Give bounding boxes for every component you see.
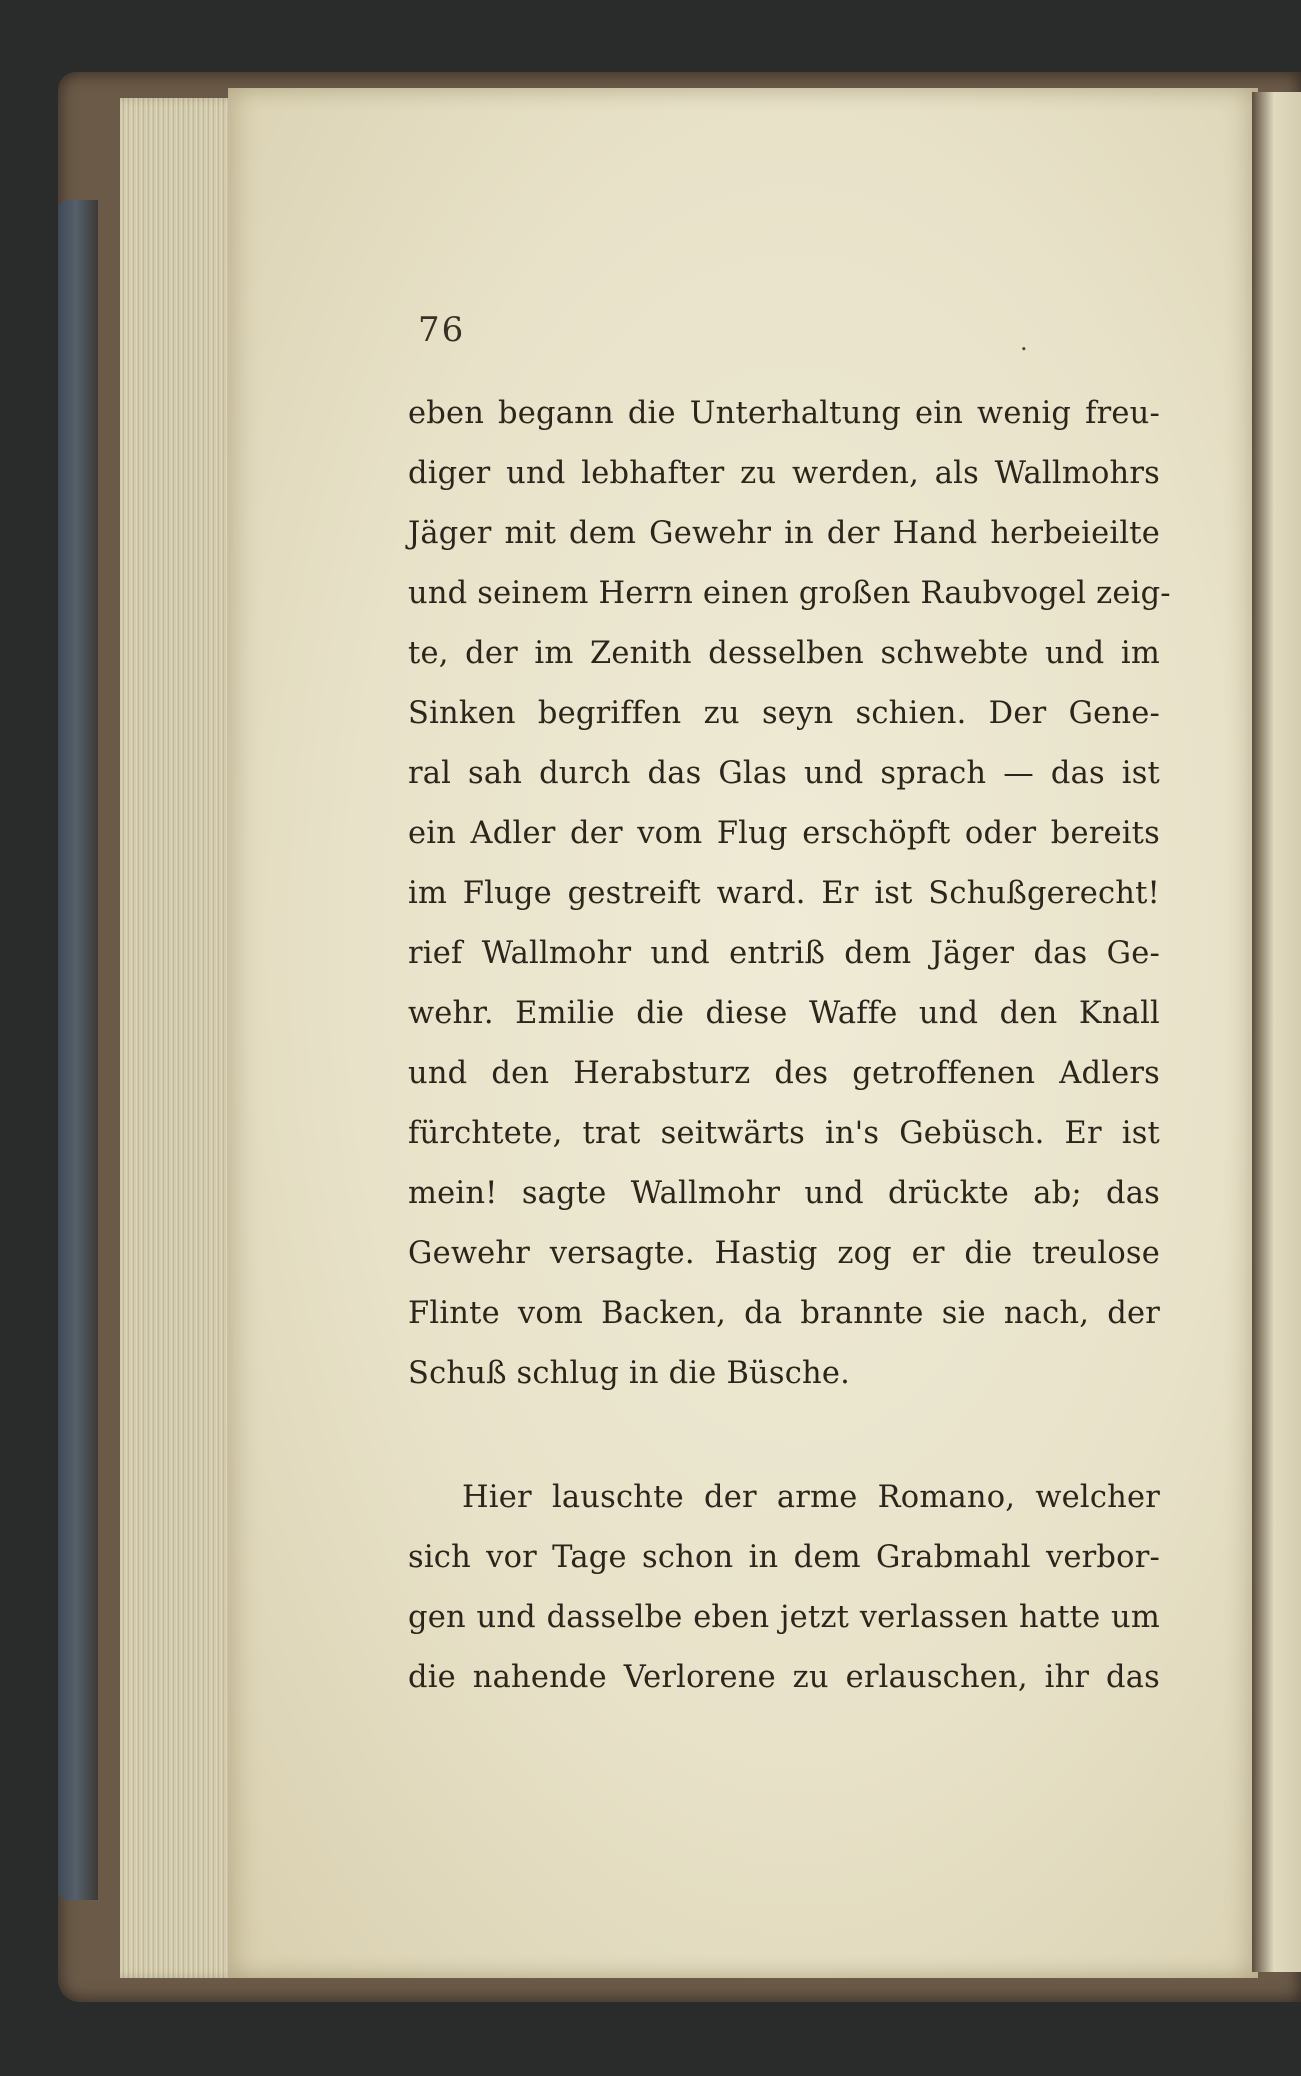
text-line: fürchtete, trat seitwärts in's Gebüsch. Er ist <box>408 1116 1160 1151</box>
next-page-gutter <box>1252 92 1301 1972</box>
text-line: te, der im Zenith desselben schwebte und im <box>408 636 1160 671</box>
text-line: Schuß schlug in die Büsche. <box>408 1356 851 1391</box>
text-line: Gewehr versagte. Hastig zog er die treulose <box>408 1236 1160 1271</box>
text-line: im Fluge gestreift ward. Er ist Schußgerecht! <box>408 876 1160 911</box>
text-line: ein Adler der vom Flug erschöpft oder bereits <box>408 816 1160 851</box>
paragraph-1 <box>408 384 1171 1404</box>
text-line: und den Herabsturz des getroffenen Adlers <box>408 1056 1160 1091</box>
text-line: die nahende Verlorene zu erlauschen, ihr das <box>408 1660 1160 1695</box>
text-line: sich vor Tage schon in dem Grabmahl verbor- <box>408 1540 1160 1575</box>
page-header-dot: . <box>1020 328 1028 356</box>
text-line: diger und lebhafter zu werden, als Wallmohrs <box>408 456 1160 491</box>
text-line: Flinte vom Backen, da brannte sie nach, der <box>408 1296 1160 1331</box>
page-text <box>408 384 1171 1708</box>
paragraph-2 <box>408 1468 1160 1708</box>
text-line: eben begann die Unterhaltung ein wenig freu- <box>408 396 1160 431</box>
book-spine-edge <box>58 200 98 1900</box>
page-stack-edges <box>120 98 240 1978</box>
text-line: mein! sagte Wallmohr und drückte ab; das <box>408 1176 1160 1211</box>
text-line: wehr. Emilie die diese Waffe und den Knall <box>408 996 1160 1031</box>
text-line: rief Wallmohr und entriß dem Jäger das Ge- <box>408 936 1160 971</box>
text-line: gen und dasselbe eben jetzt verlassen hatte um <box>408 1600 1160 1635</box>
text-line: Sinken begriffen zu seyn schien. Der Gene- <box>408 696 1160 731</box>
text-line: Hier lauschte der arme Romano, welcher <box>462 1480 1160 1515</box>
text-line: Jäger mit dem Gewehr in der Hand herbeieilte <box>408 516 1160 551</box>
text-line: ral sah durch das Glas und sprach — das ist <box>408 756 1160 791</box>
text-line: und seinem Herrn einen großen Raubvogel zeig- <box>408 576 1171 611</box>
page-number: 76 <box>418 310 466 350</box>
paragraph-gap <box>408 1404 1160 1468</box>
